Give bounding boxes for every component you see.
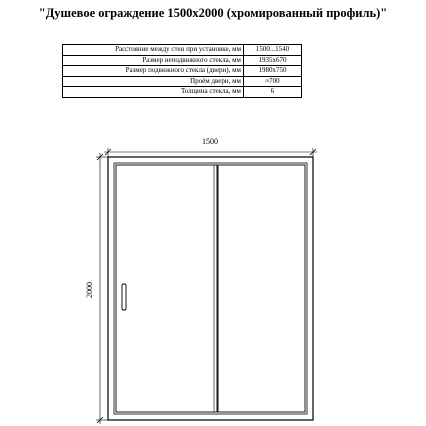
spec-label: Размер подвижного стекла (двери), мм	[63, 66, 244, 77]
spec-label: Расстояние между стен при установке, мм	[63, 45, 244, 56]
door-handle	[122, 284, 126, 310]
inner-frame	[114, 163, 307, 414]
spec-value: 6	[244, 87, 302, 98]
spec-value: 1980x750	[244, 66, 302, 77]
spec-label: Проём двери, мм	[63, 76, 244, 87]
height-dimension	[85, 153, 108, 424]
spec-value: 1935x670	[244, 55, 302, 66]
width-dimension-label: 1500	[202, 137, 218, 146]
sliding-door-panel	[116, 165, 217, 412]
spec-label: Размер неподвижного стекла, мм	[63, 55, 244, 66]
spec-value: ≈700	[244, 76, 302, 87]
fixed-glass-panel	[218, 165, 305, 412]
spec-label: Толщина стекла, мм	[63, 87, 244, 98]
spec-value: 1500...1540	[244, 45, 302, 56]
outer-frame	[108, 157, 313, 420]
width-dimension	[104, 137, 317, 166]
page-title: "Душевое ограждение 1500x2000 (хромированный профиль)"	[38, 6, 388, 20]
height-dimension-label: 2000	[85, 282, 94, 298]
